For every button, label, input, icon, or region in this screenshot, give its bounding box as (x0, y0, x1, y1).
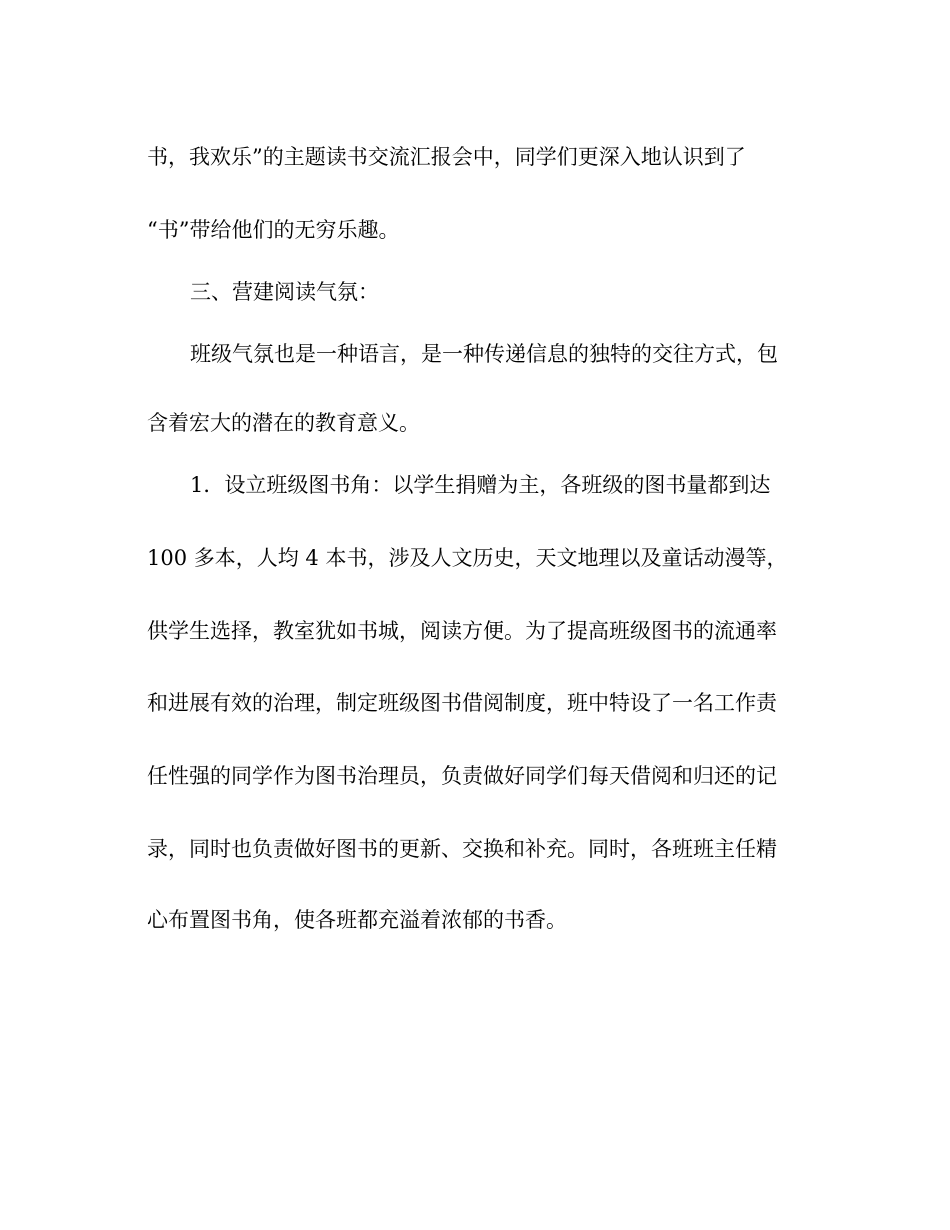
paragraph-line: “书”带给他们的无穷乐趣。 (147, 218, 400, 242)
paragraph-line: 供学生选择，教室犹如书城，阅读方便。为了提高班级图书的流通率 (147, 619, 777, 643)
paragraph-line: 任性强的同学作为图书治理员，负责做好同学们每天借阅和归还的记 (147, 764, 777, 788)
paragraph-line: 和进展有效的治理，制定班级图书借阅制度，班中特设了一名工作责 (147, 691, 777, 715)
paragraph-line: 书，我欢乐”的主题读书交流汇报会中，同学们更深入地认识到了 (147, 145, 746, 169)
paragraph-line: 录，同时也负责做好图书的更新、交换和补充。同时，各班班主任精 (147, 837, 777, 861)
paragraph-line: 1．设立班级图书角：以学生捐赠为主，各班级的图书量都到达 (190, 473, 771, 497)
paragraph-line: 心布置图书角，使各班都充溢着浓郁的书香。 (147, 908, 567, 932)
paragraph-line: 含着宏大的潜在的教育意义。 (147, 411, 420, 435)
paragraph-line: 班级气氛也是一种语言，是一种传递信息的独特的交往方式，包 (190, 342, 778, 366)
paragraph-line: 100 多本，人均 4 本书，涉及人文历史，天文地理以及童话动漫等， (147, 546, 788, 570)
section-heading: 三、营建阅读气氛： (190, 280, 379, 304)
